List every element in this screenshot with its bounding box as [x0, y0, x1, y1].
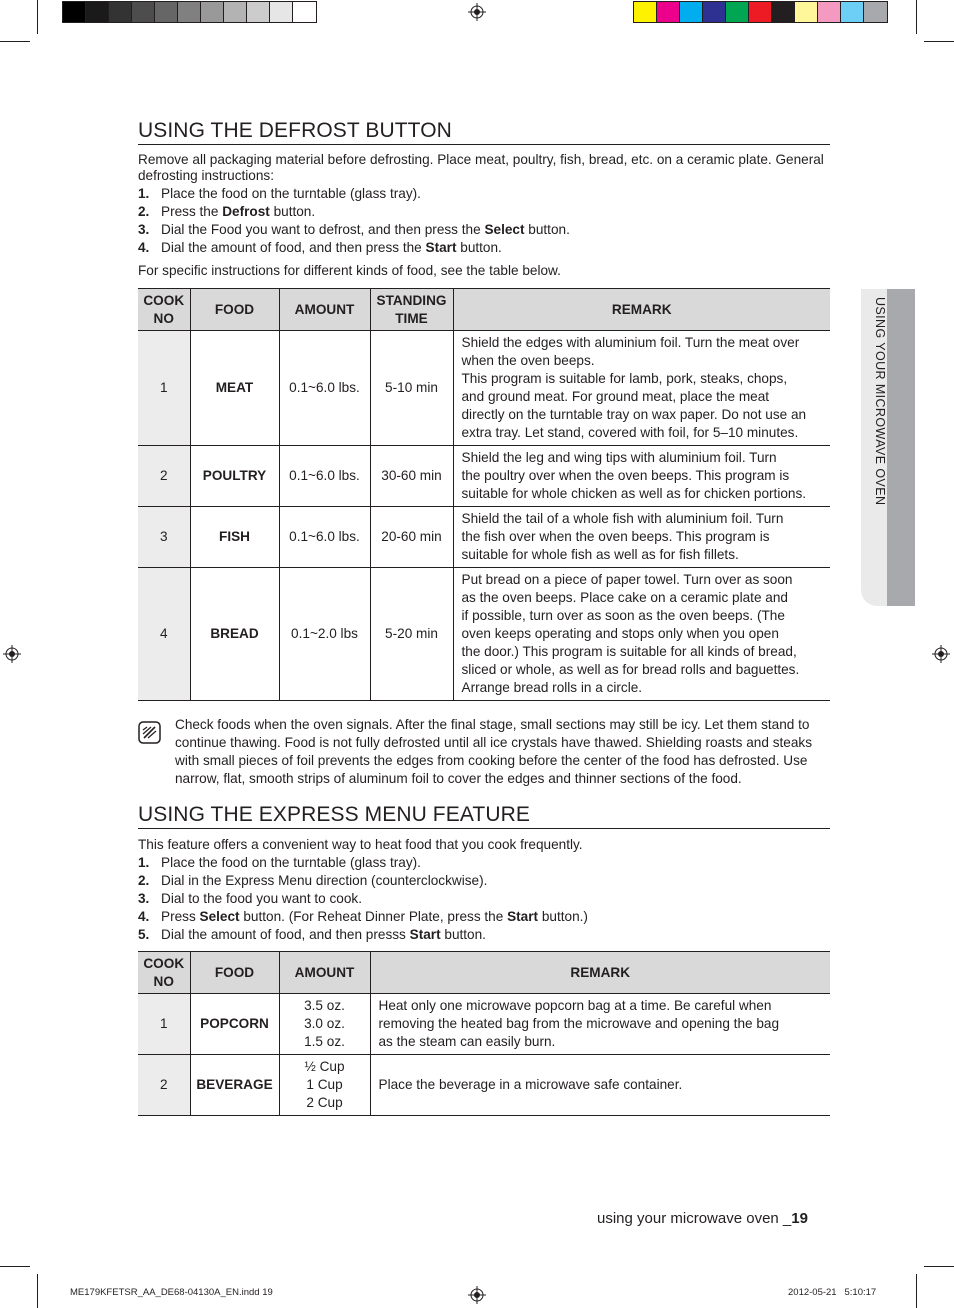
cook-no-cell: 2 [138, 1055, 190, 1116]
process-color-bar [633, 1, 888, 23]
chapter-side-tab-band [887, 289, 915, 606]
color-swatch [841, 2, 864, 22]
amount-cell: 0.1~6.0 lbs. [279, 331, 370, 446]
standing-time-cell: 5-20 min [370, 568, 453, 701]
header-standing-time: STANDING TIME [370, 289, 453, 331]
cook-no-cell: 1 [138, 331, 190, 446]
standing-time-cell: 30-60 min [370, 446, 453, 507]
amount-cell: 0.1~6.0 lbs. [279, 446, 370, 507]
grayscale-color-bar [62, 1, 317, 23]
defrost-step: 3. Dial the Food you want to defrost, and then press the Select button. [138, 222, 570, 237]
color-swatch [634, 2, 657, 22]
defrost-intro: Remove all packaging material before defrosting. Place meat, poultry, fish, bread, etc. on a ceramic plate. General defrosting instructions: [138, 152, 824, 183]
header-cook-no: COOK NO [138, 289, 190, 331]
amount-cell: ½ Cup 1 Cup 2 Cup [279, 1055, 370, 1116]
crop-mark [0, 1266, 30, 1267]
color-swatch [749, 2, 772, 22]
standing-time-cell: 20-60 min [370, 507, 453, 568]
table-header-row [138, 289, 830, 331]
color-swatch [864, 2, 887, 22]
remark-cell: Put bread on a piece of paper towel. Turn over as soon as the oven beeps. Place cake on a ceramic plate and if possible, turn over as soon as the oven beeps. (The oven keeps operating and stops only when you open the door.) This program is suitable for all kinds of bread, sliced or whole, as well as for bread rolls and baguettes. Arrange bread rolls in a circle. [453, 568, 830, 701]
registration-mark-icon [3, 645, 21, 663]
amount-cell: 0.1~2.0 lbs [279, 568, 370, 701]
header-amount: AMOUNT [279, 952, 370, 994]
food-cell: FISH [190, 507, 279, 568]
table-row [138, 994, 830, 1055]
crop-mark [916, 0, 917, 34]
defrost-step: 1. Place the food on the turntable (glass tray). [138, 186, 421, 201]
table-row [138, 1055, 830, 1116]
table-row [138, 568, 830, 701]
page-footer: using your microwave oven _19 [597, 1210, 808, 1227]
header-food: FOOD [190, 289, 279, 331]
registration-mark-icon [468, 1286, 486, 1304]
header-remark: REMARK [453, 289, 830, 331]
color-swatch [772, 2, 795, 22]
color-swatch [703, 2, 726, 22]
remark-cell: Shield the edges with aluminium foil. Turn the meat over when the oven beeps. This program is suitable for lamb, pork, steaks, chops, and ground meat. For ground meat, place the meat directly on the turntable tray on wax paper. Do not use an extra tray. Let stand, covered with foil, for 5–10 minutes. [453, 331, 830, 446]
express-step: 2. Dial in the Express Menu direction (counterclockwise). [138, 873, 488, 888]
express-table [138, 951, 830, 1116]
food-cell: BREAD [190, 568, 279, 701]
color-swatch [224, 2, 247, 22]
color-swatch [795, 2, 818, 22]
cook-no-cell: 2 [138, 446, 190, 507]
header-cook-no: COOK NO [138, 952, 190, 994]
cook-no-cell: 4 [138, 568, 190, 701]
defrost-table-intro: For specific instructions for different kinds of food, see the table below. [138, 263, 561, 278]
crop-mark [37, 1274, 38, 1308]
header-amount: AMOUNT [279, 289, 370, 331]
express-step: 5. Dial the amount of food, and then presss Start button. [138, 927, 486, 942]
crop-mark [0, 41, 30, 42]
food-cell: MEAT [190, 331, 279, 446]
color-swatch [109, 2, 132, 22]
color-swatch [293, 2, 316, 22]
color-swatch [178, 2, 201, 22]
print-slug-date: 2012-05-21 5:10:17 [788, 1287, 877, 1298]
color-swatch [726, 2, 749, 22]
cook-no-cell: 1 [138, 994, 190, 1055]
food-cell: POULTRY [190, 446, 279, 507]
registration-mark-icon [932, 645, 950, 663]
registration-mark-icon [468, 3, 486, 21]
express-step: 4. Press Select button. (For Reheat Dinner Plate, press the Start button.) [138, 909, 588, 924]
defrost-step: 2. Press the Defrost button. [138, 204, 316, 219]
color-swatch [132, 2, 155, 22]
crop-mark [924, 1266, 954, 1267]
table-row [138, 507, 830, 568]
crop-mark [924, 41, 954, 42]
color-swatch [680, 2, 703, 22]
remark-cell: Shield the tail of a whole fish with aluminium foil. Turn the fish over when the oven beeps. This program is suitable for whole fish as well as for fish fillets. [453, 507, 830, 568]
print-slug-filename: ME179KFETSR_AA_DE68-04130A_EN.indd 19 [70, 1287, 273, 1298]
amount-cell: 0.1~6.0 lbs. [279, 507, 370, 568]
header-remark: REMARK [370, 952, 830, 994]
remark-cell: Heat only one microwave popcorn bag at a time. Be careful when removing the heated bag from the microwave and opening the bag as the steam can easily burn. [370, 994, 830, 1055]
express-step: 3. Dial to the food you want to cook. [138, 891, 363, 906]
color-swatch [247, 2, 270, 22]
color-swatch [818, 2, 841, 22]
color-swatch [63, 2, 86, 22]
express-intro: This feature offers a convenient way to heat food that you cook frequently. [138, 837, 583, 852]
color-swatch [270, 2, 293, 22]
crop-mark [37, 0, 38, 34]
color-swatch [86, 2, 109, 22]
defrost-section-title: USING THE DEFROST BUTTON [138, 119, 830, 145]
color-swatch [201, 2, 224, 22]
defrost-step: 4. Dial the amount of food, and then press the Start button. [138, 240, 502, 255]
table-row [138, 446, 830, 507]
amount-cell: 3.5 oz. 3.0 oz. 1.5 oz. [279, 994, 370, 1055]
color-swatch [657, 2, 680, 22]
food-cell: BEVERAGE [190, 1055, 279, 1116]
standing-time-cell: 5-10 min [370, 331, 453, 446]
crop-mark [916, 1274, 917, 1308]
table-row [138, 331, 830, 446]
table-header-row [138, 952, 830, 994]
defrost-table [138, 288, 830, 701]
note-icon [138, 721, 161, 744]
header-food: FOOD [190, 952, 279, 994]
chapter-side-label: USING YOUR MICROWAVE OVEN [873, 297, 887, 506]
express-step: 1. Place the food on the turntable (glass tray). [138, 855, 421, 870]
cook-no-cell: 3 [138, 507, 190, 568]
remark-cell: Shield the leg and wing tips with aluminium foil. Turn the poultry over when the oven beeps. This program is suitable for whole chicken as well as for chicken portions. [453, 446, 830, 507]
food-cell: POPCORN [190, 994, 279, 1055]
express-section-title: USING THE EXPRESS MENU FEATURE [138, 803, 830, 829]
defrost-note: Check foods when the oven signals. After the final stage, small sections may still be icy. Let them stand to continue thawing. Food is not fully defrosted until all ice crystals have thawed. Shielding roasts and steaks with small pieces of foil prevents the edges from cooking before the center of the food has defrosted. Use narrow, flat, smooth strips of aluminum foil to cover the edges and thinner sections of the food. [175, 717, 812, 786]
color-swatch [155, 2, 178, 22]
remark-cell: Place the beverage in a microwave safe container. [370, 1055, 830, 1116]
